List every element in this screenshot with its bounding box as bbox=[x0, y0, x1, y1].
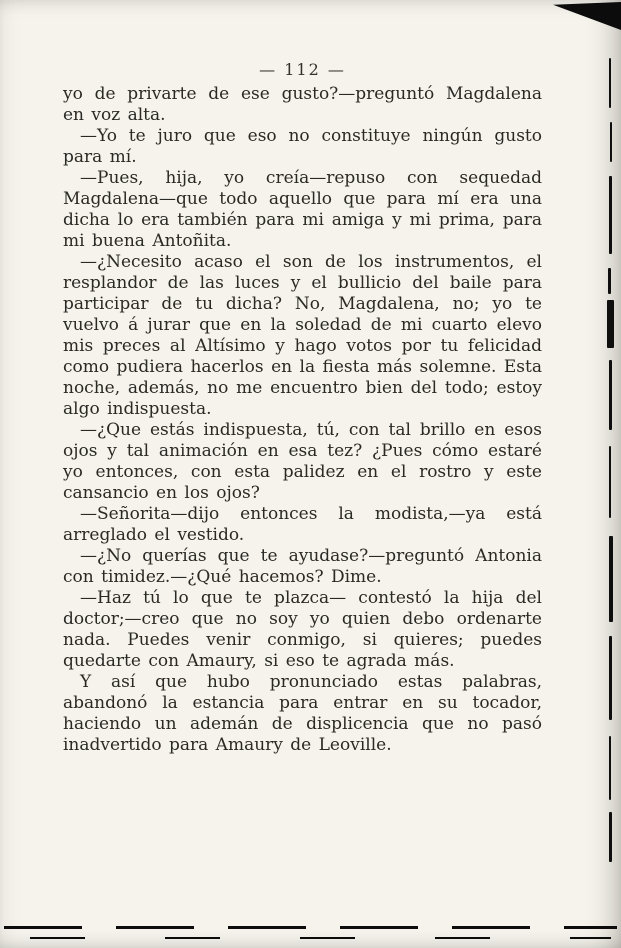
right-edge-scan-mark bbox=[609, 360, 612, 430]
paragraph: —Pues, hija, yo creía—repuso con sequedad Magdalena—que todo aquello que para mí era una dicha lo era también para mi amiga y mi prima, para mi buena Antoñita. bbox=[63, 168, 542, 251]
right-edge-scan-mark bbox=[607, 300, 614, 348]
paragraph: —Señorita—dijo entonces la modista,—ya está arreglado el vestido. bbox=[63, 504, 542, 545]
page-number: — 112 — bbox=[259, 60, 346, 79]
right-edge-scan-mark bbox=[610, 122, 612, 162]
paragraph: —¿Necesito acaso el son de los instrumentos, el resplandor de las luces y el bullicio del baile para participar de tu dicha? No, Magdalena, no; yo te vuelvo á jurar que en la soledad de mi cuarto elevo mis preces al Altísimo y hago votos por tu felicidad como pudiera hacerlos en la fiesta más solemne. Esta noche, además, no me encuentro bien del todo; estoy algo indispuesta. bbox=[63, 252, 542, 419]
right-edge-scan-mark bbox=[609, 736, 611, 800]
right-edge-scan-mark bbox=[609, 812, 612, 862]
text-block bbox=[63, 84, 542, 756]
paragraph: —Haz tú lo que te plazca— contestó la hija del doctor;—creo que no soy yo quien debo ordenarte nada. Puedes venir conmigo, si quieres; puedes quedarte con Amaury, si eso te agrada más. bbox=[63, 588, 542, 671]
paragraph: yo de privarte de ese gusto?—preguntó Magdalena en voz alta. bbox=[63, 84, 542, 125]
bottom-edge-scan-marks bbox=[30, 937, 611, 939]
right-edge-scan-mark bbox=[609, 536, 613, 622]
right-edge-scan-mark bbox=[609, 636, 612, 720]
paragraph: —¿Que estás indispuesta, tú, con tal brillo en esos ojos y tal animación en esa tez? ¿Pues cómo estaré yo entonces, con esta palidez en el rostro y este cansancio en los ojos? bbox=[63, 420, 542, 503]
paragraph: —¿No querías que te ayudase?—preguntó Antonia con timidez.—¿Qué hacemos? Dime. bbox=[63, 546, 542, 587]
bottom-edge-scan-marks bbox=[4, 926, 617, 929]
paragraph: —Yo te juro que eso no constituye ningún gusto para mí. bbox=[63, 126, 542, 167]
paragraph: Y así que hubo pronunciado estas palabras, abandonó la estancia para entrar en su tocador, haciendo un ademán de displicencia que no pasó inadvertido para Amaury de Leoville. bbox=[63, 672, 542, 755]
corner-ink-mark bbox=[553, 2, 621, 30]
right-edge-scan-mark bbox=[609, 176, 612, 254]
right-edge-scan-mark bbox=[608, 268, 611, 294]
right-edge-scan-mark bbox=[609, 446, 611, 518]
right-edge-scan-mark bbox=[609, 58, 611, 108]
